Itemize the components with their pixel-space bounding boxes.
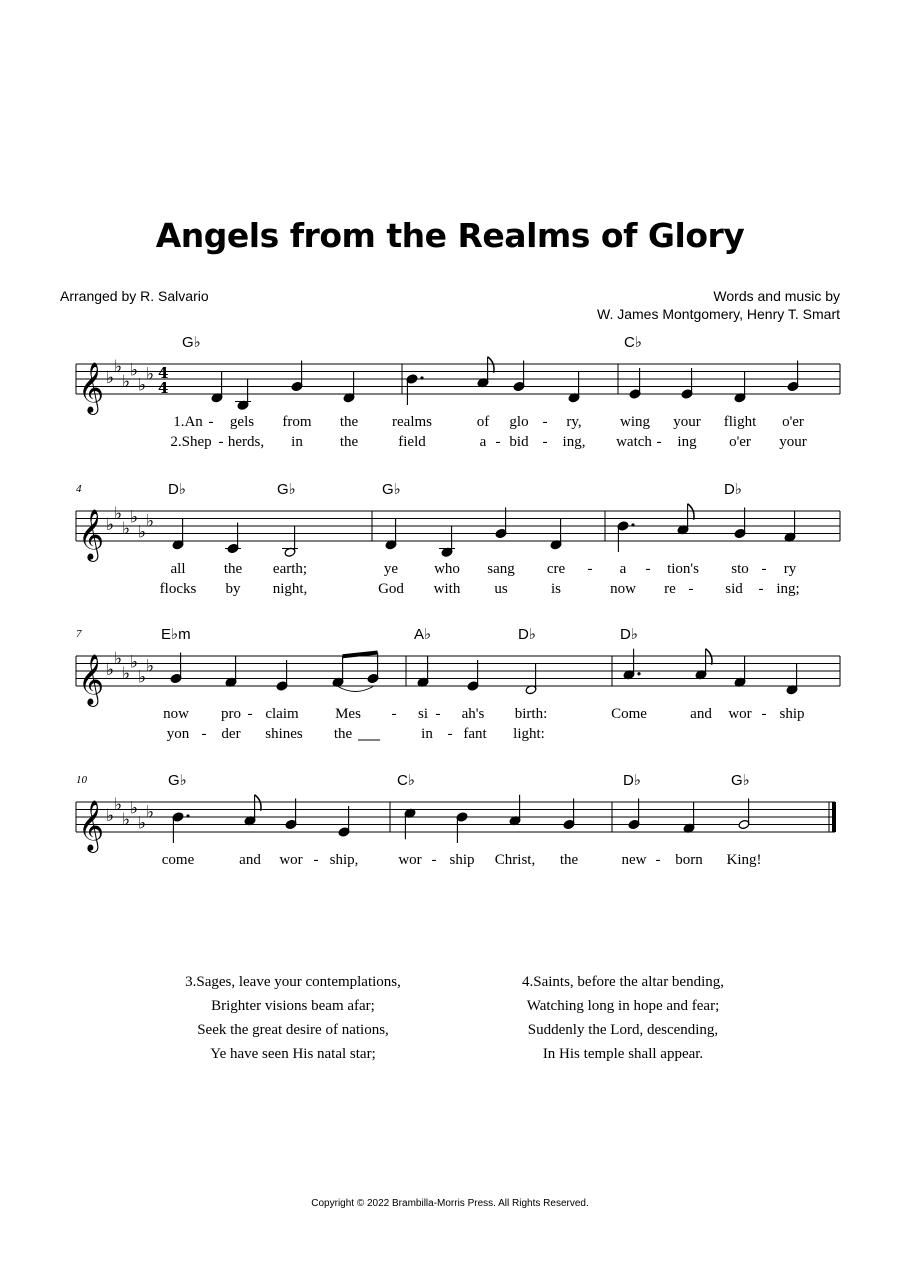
verse-line: Seek the great desire of nations, <box>197 1022 389 1038</box>
lyric-hyphen: - <box>435 706 441 722</box>
lyric-syllable: in <box>421 726 433 742</box>
measure-number: 7 <box>76 628 82 640</box>
lyric-syllable: your <box>779 434 807 450</box>
lyric-syllable: sang <box>487 561 515 577</box>
flat-icon: ♭ <box>122 371 131 392</box>
verse-line: Ye have seen His natal star; <box>210 1046 376 1062</box>
lyric-syllable: new <box>621 852 647 868</box>
lyric-syllable: the <box>339 434 359 450</box>
lyric-hyphen: - <box>761 706 767 722</box>
lyric-hyphen: - <box>542 414 548 430</box>
flat-icon: ♭ <box>106 515 115 535</box>
verse-3 <box>143 970 443 1066</box>
verse-4 <box>473 970 773 1066</box>
chord-symbol: G♭ <box>277 481 296 498</box>
flat-icon: ♭ <box>114 648 123 669</box>
lyric-syllable: your <box>673 414 701 430</box>
lyric-syllable: by <box>225 581 241 597</box>
flat-icon: ♭ <box>122 663 131 684</box>
lyric-hyphen: - <box>656 434 662 450</box>
lyric-syllable: ye <box>383 561 399 577</box>
lyric-syllable: glo <box>509 414 529 430</box>
flat-icon: ♭ <box>138 667 147 688</box>
lyric-syllable: now <box>610 581 636 597</box>
lyric-syllable: born <box>675 852 703 868</box>
chord-symbol: A♭ <box>414 626 432 643</box>
lyric-syllable: ing, <box>562 434 586 450</box>
slur <box>338 687 373 692</box>
lyric-hyphen: - <box>645 561 651 577</box>
lyric-syllable: the <box>333 726 353 742</box>
lyric-hyphen: - <box>758 581 764 597</box>
lyric-syllable: of <box>476 414 490 430</box>
chord-symbol: D♭ <box>623 772 641 789</box>
lyric-syllable: ing <box>677 434 697 450</box>
lyric-syllable: and <box>690 706 712 722</box>
treble-clef-icon: 𝄞 <box>78 362 105 413</box>
lyric-syllable: in <box>291 434 303 450</box>
dot <box>420 376 423 379</box>
lyric-syllable: ship <box>779 706 805 722</box>
lyric-syllable: God <box>378 581 404 597</box>
lyric-syllable: yon <box>166 726 190 742</box>
lyric-syllable: wor <box>398 852 422 868</box>
flat-icon: ♭ <box>106 806 115 826</box>
lyric-syllable: and <box>239 852 261 868</box>
flat-icon: ♭ <box>122 518 131 539</box>
lyric-hyphen: - <box>587 561 593 577</box>
dot <box>637 672 640 675</box>
lyric-hyphen: - <box>313 852 319 868</box>
lyric-syllable: King! <box>726 852 762 868</box>
flag <box>706 649 712 665</box>
staff-svg-4 <box>0 768 900 908</box>
lyric-syllable: now <box>163 706 189 722</box>
page-title: Angels from the Realms of Glory <box>155 216 745 255</box>
lyric-hyphen: - <box>542 434 548 450</box>
chord-symbol: G♭ <box>382 481 401 498</box>
lyric-hyphen: - <box>247 706 253 722</box>
chord-symbol: C♭ <box>397 772 415 789</box>
lyric-hyphen: - <box>391 706 397 722</box>
flat-icon: ♭ <box>130 360 139 381</box>
flag <box>688 504 694 520</box>
lyric-syllable: 2.Shep <box>170 434 212 450</box>
lyric-syllable: bid <box>509 434 529 450</box>
flat-icon: ♭ <box>130 798 139 819</box>
lyric-hyphen: - <box>495 434 501 450</box>
lyric-hyphen: - <box>761 561 767 577</box>
flat-icon: ♭ <box>130 507 139 528</box>
verse-line: Suddenly the Lord, descending, <box>527 1022 719 1038</box>
flat-icon: ♭ <box>122 809 131 830</box>
flat-icon: ♭ <box>138 522 147 543</box>
lyric-hyphen: - <box>218 434 224 450</box>
lyric-syllable: come <box>161 852 195 868</box>
lyric-syllable: flight <box>723 414 757 430</box>
flat-icon: ♭ <box>146 656 155 677</box>
lyric-syllable: cre <box>546 561 566 577</box>
lyric-syllable: tion's <box>667 561 699 577</box>
lyric-syllable: ry, <box>566 414 582 430</box>
chord-symbol: G♭ <box>182 334 201 351</box>
lyric-syllable: si <box>417 706 429 722</box>
lyric-syllable: gels <box>229 414 255 430</box>
flat-icon: ♭ <box>106 368 115 388</box>
lyric-syllable: a <box>479 434 487 450</box>
lyric-hyphen: - <box>655 852 661 868</box>
chord-symbol: D♭ <box>724 481 742 498</box>
lyric-syllable: wor <box>728 706 752 722</box>
lyric-syllable: claim <box>265 706 299 722</box>
flat-icon: ♭ <box>146 802 155 823</box>
staff-svg-1 <box>0 330 900 470</box>
chord-symbol: D♭ <box>168 481 186 498</box>
arranger-credit: Arranged by R. Salvario <box>60 288 209 304</box>
lyric-syllable: us <box>494 581 508 597</box>
lyric-syllable: ry <box>783 561 797 577</box>
dot <box>631 523 634 526</box>
lyric-syllable: fant <box>463 726 487 742</box>
lyric-syllable: wor <box>279 852 303 868</box>
lyric-syllable: all <box>170 561 186 577</box>
lyric-syllable: watch <box>616 434 652 450</box>
lyric-syllable: the <box>339 414 359 430</box>
time-signature-bottom: 4 <box>158 379 169 397</box>
lyric-syllable: der <box>221 726 241 742</box>
chord-symbol: D♭ <box>518 626 536 643</box>
verse-line: In His temple shall appear. <box>542 1046 704 1062</box>
flat-icon: ♭ <box>114 356 123 377</box>
flat-icon: ♭ <box>138 813 147 834</box>
measure-number: 4 <box>76 483 82 495</box>
lyric-syllable: a <box>619 561 627 577</box>
treble-clef-icon: 𝄞 <box>78 654 105 705</box>
staff-system-3 <box>0 622 900 762</box>
lyric-hyphen: - <box>688 581 694 597</box>
chord-symbol: D♭ <box>620 626 638 643</box>
staff-system-1 <box>0 330 900 470</box>
dot <box>186 814 189 817</box>
flat-icon: ♭ <box>114 503 123 524</box>
verse-line: 4.Saints, before the altar bending, <box>521 974 725 990</box>
lyric-syllable: re <box>664 581 676 597</box>
lyric-syllable: light: <box>513 726 545 742</box>
flat-icon: ♭ <box>146 364 155 385</box>
lyric-syllable: flocks <box>159 581 197 597</box>
staff-system-4 <box>0 768 900 908</box>
lyric-hyphen: - <box>447 726 453 742</box>
lyric-syllable: night, <box>272 581 308 597</box>
lyric-hyphen: - <box>201 726 207 742</box>
lyric-syllable: ship, <box>329 852 359 868</box>
lyric-syllable: is <box>550 581 562 597</box>
lyric-syllable: ing; <box>776 581 800 597</box>
staff-system-2 <box>0 477 900 617</box>
lyric-syllable: shines <box>265 726 303 742</box>
time-signature-top: 4 <box>158 364 169 382</box>
lyric-syllable: the <box>223 561 243 577</box>
lyric-syllable: earth; <box>272 561 308 577</box>
lyric-syllable: pro <box>221 706 241 722</box>
lyric-syllable: with <box>433 581 461 597</box>
lyric-syllable: realms <box>392 414 432 430</box>
verse-line: Brighter visions beam afar; <box>211 998 375 1014</box>
lyric-hyphen: - <box>208 414 214 430</box>
lyric-syllable: who <box>434 561 460 577</box>
flat-icon: ♭ <box>138 375 147 396</box>
lyric-syllable: Christ, <box>494 852 536 868</box>
credit-line-1: Words and music by <box>713 288 840 304</box>
flag <box>488 357 494 373</box>
lyric-syllable: Come <box>611 706 647 722</box>
lyric-syllable: wing <box>620 414 650 430</box>
measure-number: 10 <box>76 774 87 786</box>
composer-credit <box>597 287 840 323</box>
flat-icon: ♭ <box>146 511 155 532</box>
flat-icon: ♭ <box>114 794 123 815</box>
chord-symbol: E♭m <box>161 626 191 643</box>
lyric-syllable: from <box>282 414 312 430</box>
chord-symbol: C♭ <box>624 334 642 351</box>
lyric-syllable: sid <box>725 581 743 597</box>
lyric-syllable: ship <box>449 852 475 868</box>
lyric-syllable: 1.An <box>173 414 203 430</box>
lyric-syllable: Mes <box>335 706 361 722</box>
lyric-syllable: o'er <box>782 414 804 430</box>
flat-icon: ♭ <box>106 660 115 680</box>
flat-icon: ♭ <box>130 652 139 673</box>
treble-clef-icon: 𝄞 <box>78 800 105 851</box>
lyric-syllable: field <box>398 434 426 450</box>
treble-clef-icon: 𝄞 <box>78 509 105 560</box>
lyric-syllable: ah's <box>461 706 485 722</box>
lyric-syllable: sto <box>731 561 749 577</box>
lyric-syllable: o'er <box>729 434 751 450</box>
verse-line: Watching long in hope and fear; <box>526 998 720 1014</box>
chord-symbol: G♭ <box>731 772 750 789</box>
verse-line: 3.Sages, leave your contemplations, <box>185 974 401 990</box>
lyric-syllable: the <box>559 852 579 868</box>
copyright-notice: Copyright © 2022 Brambilla-Morris Press. All Rights Reserved. <box>311 1198 589 1209</box>
lyric-syllable: birth: <box>514 706 548 722</box>
chord-symbol: G♭ <box>168 772 187 789</box>
lyric-hyphen: - <box>431 852 437 868</box>
flag <box>255 795 261 811</box>
credit-line-2: W. James Montgomery, Henry T. Smart <box>597 306 840 322</box>
lyric-syllable: herds, <box>227 434 265 450</box>
